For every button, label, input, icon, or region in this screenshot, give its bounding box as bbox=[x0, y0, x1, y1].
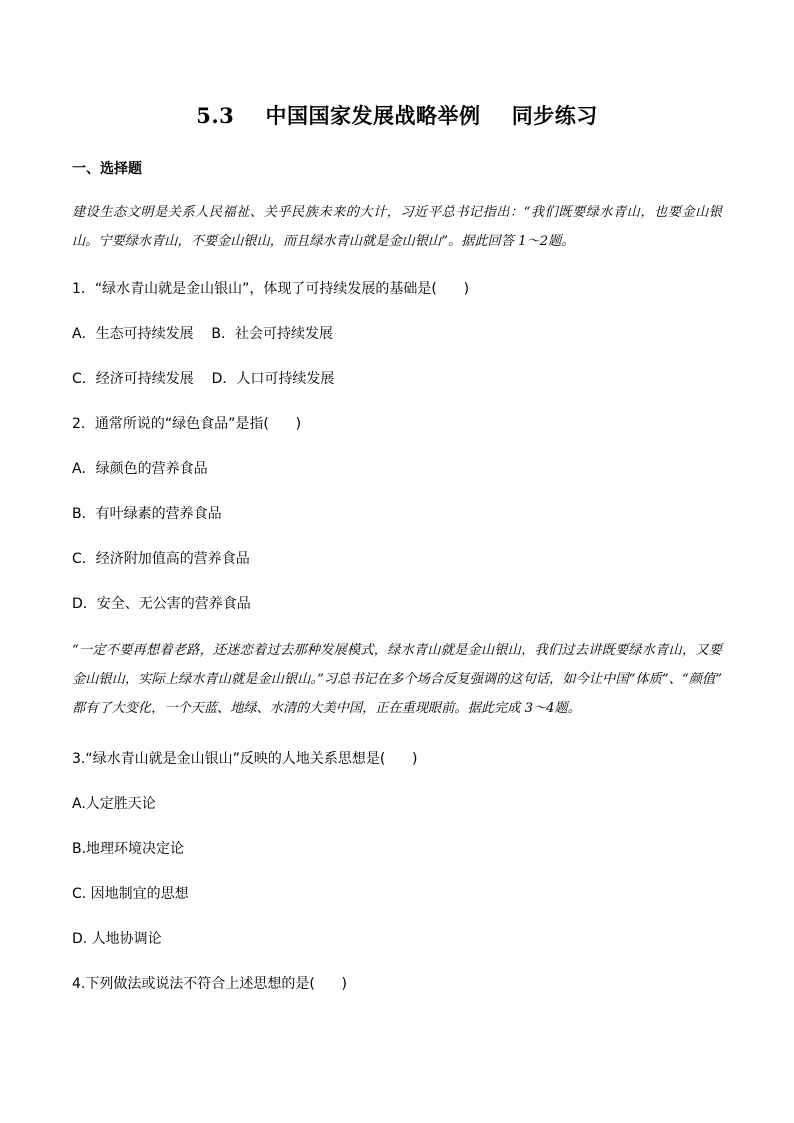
question-3-stem: 3.“绿水青山就是金山银山”反映的人地关系思想是( ) bbox=[72, 751, 418, 767]
question-4-stem: 4.下列做法或说法不符合上述思想的是( ) bbox=[72, 976, 347, 992]
question-1-options-ab: A．生态可持续发展 B．社会可持续发展 bbox=[72, 326, 333, 342]
question-2-option-d: D．安全、无公害的营养食品 bbox=[72, 596, 251, 612]
question-3-option-d: D. 人地协调论 bbox=[72, 931, 162, 947]
question-2-stem: 2．通常所说的“绿色食品”是指( ) bbox=[72, 416, 302, 432]
question-3-option-b: B.地理环境决定论 bbox=[72, 841, 185, 857]
reading-passage-1: 建设生态文明是关系人民福祉、关乎民族未来的大计，习近平总书记指出：“我们既要绿水青山，也要金山银山。宁要绿水青山，不要金山银山，而且绿水青山就是金山银山”。据此回答 1～2题。 bbox=[72, 205, 722, 249]
question-3-option-a: A.人定胜天论 bbox=[72, 796, 156, 812]
section-heading: 一、选择题 bbox=[72, 161, 142, 177]
page-title: 5.3 中国国家发展战略举例 同步练习 bbox=[196, 103, 598, 128]
question-1-stem: 1．“绿水青山就是金山银山”，体现了可持续发展的基础是( ) bbox=[72, 281, 470, 297]
question-2-option-a: A．绿颜色的营养食品 bbox=[72, 461, 208, 477]
reading-passage-2: “一定不要再想着老路，还迷恋着过去那种发展模式，绿水青山就是金山银山，我们过去讲既要绿水青山，又要金山银山，实际上绿水青山就是金山银山。”习总书记在多个场合反复强调的这句话，如今让中国“体质”、“颜值” 都有了大变化，一个天蓝、地绿、水清的大美中国，正在重现眼前。据此完成 3～4题。 bbox=[72, 643, 722, 716]
question-3-option-c: C. 因地制宜的思想 bbox=[72, 886, 189, 902]
question-2-option-b: B．有叶绿素的营养食品 bbox=[72, 506, 222, 522]
question-2-option-c: C．经济附加值高的营养食品 bbox=[72, 551, 250, 567]
question-1-options-cd: C．经济可持续发展 D．人口可持续发展 bbox=[72, 371, 335, 387]
